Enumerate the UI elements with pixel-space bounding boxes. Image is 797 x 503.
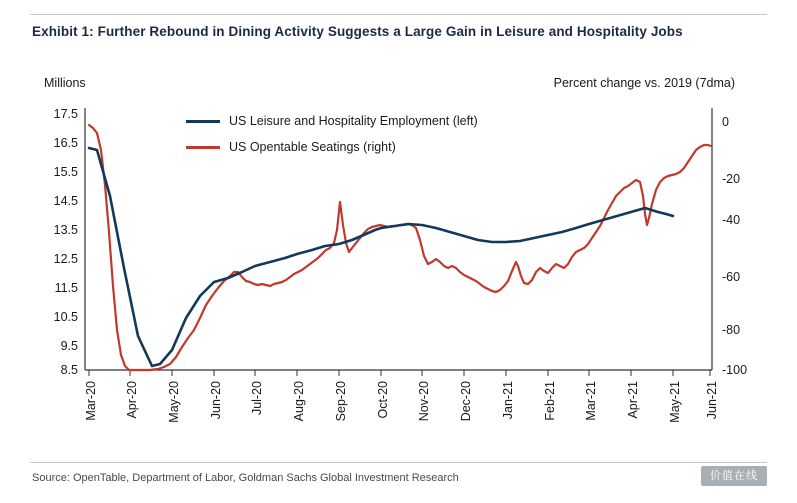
x-tick-label: Jan-21 — [501, 381, 515, 420]
watermark-logo: 价值在线 — [701, 466, 767, 486]
legend-swatch-opentable — [186, 146, 220, 149]
series-line-opentable — [89, 125, 711, 370]
x-tick-label: Oct-20 — [376, 381, 390, 419]
x-tick-label: Nov-20 — [417, 381, 431, 422]
x-tick-label: Apr-20 — [125, 381, 139, 419]
x-tick-label: Mar-20 — [84, 381, 98, 421]
x-tick-label: Sep-20 — [334, 381, 348, 422]
right-tick-label: -40 — [722, 213, 741, 227]
right-tick-label: -80 — [722, 323, 741, 337]
x-tick-label: Aug-20 — [292, 381, 306, 422]
right-axis-ticks — [722, 115, 747, 377]
right-tick-label: -100 — [722, 363, 748, 377]
left-tick-label: 9.5 — [60, 339, 78, 353]
x-tick-label: Mar-21 — [584, 381, 598, 421]
series-line-employment — [89, 148, 673, 366]
source-note: Source: OpenTable, Department of Labor, Goldman Sachs Global Investment Research — [32, 472, 459, 484]
right-tick-label: 0 — [722, 115, 729, 129]
left-axis-ticks — [54, 107, 78, 377]
left-tick-label: 11.5 — [54, 281, 78, 295]
left-tick-label: 10.5 — [53, 310, 78, 324]
left-tick-label: 13.5 — [53, 223, 78, 237]
legend — [186, 108, 606, 160]
legend-item-opentable — [186, 134, 606, 160]
left-tick-label: 14.5 — [53, 194, 78, 208]
x-tick-label: Jun-20 — [209, 381, 223, 420]
x-tick-label: Jul-20 — [250, 381, 264, 416]
left-axis-unit-label: Millions — [44, 76, 86, 90]
x-tick-label: Apr-21 — [626, 381, 640, 419]
legend-item-employment — [186, 108, 606, 134]
legend-label-employment: US Leisure and Hospitality Employment (left) — [229, 114, 478, 128]
left-tick-label: 8.5 — [60, 363, 78, 377]
right-axis-unit-label: Percent change vs. 2019 (7dma) — [553, 76, 735, 90]
right-tick-label: -60 — [722, 270, 741, 284]
legend-label-opentable: US Opentable Seatings (right) — [229, 140, 396, 154]
x-tick-label: May-20 — [167, 381, 181, 423]
x-axis-ticks — [89, 370, 710, 376]
left-tick-label: 17.5 — [53, 107, 78, 121]
page-title: Exhibit 1: Further Rebound in Dining Activity Suggests a Large Gain in Leisure and Hospitality Jobs — [32, 24, 683, 39]
x-axis-labels — [84, 381, 719, 423]
x-tick-label: May-21 — [668, 381, 682, 423]
left-tick-label: 12.5 — [53, 252, 78, 266]
left-tick-label: 15.5 — [53, 165, 78, 179]
legend-swatch-employment — [186, 120, 220, 123]
left-tick-label: 16.5 — [53, 136, 78, 150]
x-tick-label: Dec-20 — [459, 381, 473, 422]
x-tick-label: Jun-21 — [705, 381, 719, 420]
x-tick-label: Feb-21 — [543, 381, 557, 421]
right-tick-label: -20 — [722, 172, 741, 186]
footer-divider — [30, 462, 767, 463]
